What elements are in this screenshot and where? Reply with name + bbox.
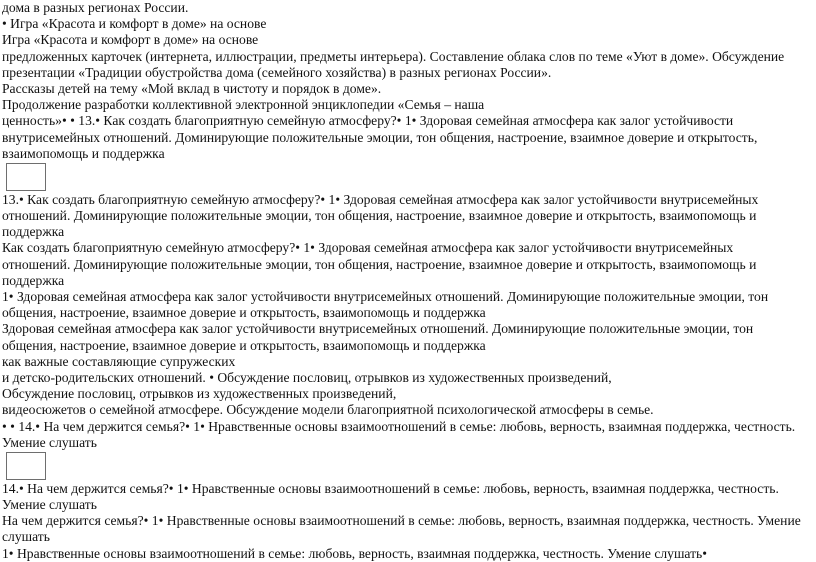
text-line: 1• Здоровая семейная атмосфера как залог устойчивости внутрисемейных отношений. Доминирующие положительные эмоции, тон bbox=[2, 289, 769, 304]
text-line: Игра «Красота и комфорт в доме» на основе bbox=[2, 32, 259, 48]
text-line: 14.• На чем держится семья?• 1• Нравственные основы взаимоотношений в семье: любовь, верность, взаимная поддержка, честность. bbox=[2, 480, 779, 496]
text-line: ценность»• • 13.• Как создать благоприятную семейную атмосферу?• 1• Здоровая семейная атмосфера как залог устойчивости bbox=[2, 113, 734, 129]
text-line: презентации «Традиции обустройства дома (семейного хозяйства) в разных регионах России». bbox=[2, 64, 552, 80]
text-line: отношений. Доминирующие положительные эмоции, тон общения, настроение, взаимное доверие и открытость, взаимопомощь и bbox=[2, 208, 757, 224]
text-line: Обсуждение пословиц, отрывков из художественных произведений, bbox=[2, 386, 397, 402]
text-line: общения, настроение, взаимное доверие и открытость, взаимопомощь и поддержка bbox=[2, 337, 486, 353]
text-block-1 bbox=[2, 0, 814, 162]
text-line: 13.• Как создать благоприятную семейную атмосферу?• 1• Здоровая семейная атмосфера как залог устойчивости внутрисемейных bbox=[2, 191, 759, 207]
text-block-2 bbox=[2, 192, 814, 451]
text-line: Рассказы детей на тему «Мой вклад в чистоту и порядок в доме». bbox=[2, 80, 382, 96]
text-line: Продолжение разработки коллективной электронной энциклопедии «Семья – наша bbox=[2, 97, 485, 113]
text-line: слушать bbox=[2, 529, 50, 545]
text-line: внутрисемейных отношений. Доминирующие положительные эмоции, тон общения, настроение, взаимное доверие и открытость, bbox=[2, 129, 758, 145]
text-line: Как создать благоприятную семейную атмосферу?• 1• Здоровая семейная атмосфера как залог устойчивости внутрисемейных bbox=[2, 240, 734, 256]
text-line: 1• Нравственные основы взаимоотношений в семье: любовь, верность, взаимная поддержка, честность. Умение слушать• bbox=[2, 545, 708, 561]
text-line: • • 14.• На чем держится семья?• 1• Нравственные основы взаимоотношений в семье: любовь, верность, взаимная поддержка, честность. bbox=[2, 418, 796, 434]
text-block-3 bbox=[2, 481, 814, 562]
text-line: Умение слушать bbox=[2, 497, 97, 513]
text-line: взаимопомощь и поддержка bbox=[2, 145, 165, 161]
text-line: как важные составляющие супружеских bbox=[2, 353, 236, 369]
text-line: Умение слушать bbox=[2, 434, 97, 450]
text-line: общения, настроение, взаимное доверие и открытость, взаимопомощь и поддержка bbox=[2, 305, 486, 321]
text-line: поддержка bbox=[2, 272, 65, 288]
text-line: Здоровая семейная атмосфера как залог устойчивости внутрисемейных отношений. Доминирующие положительные эмоции, тон bbox=[2, 321, 754, 337]
text-line: отношений. Доминирующие положительные эмоции, тон общения, настроение, взаимное доверие и открытость, взаимопомощь и bbox=[2, 256, 757, 272]
text-line: и детско-родительских отношений. • Обсуждение пословиц, отрывков из художественных произведений, bbox=[2, 369, 612, 385]
document-body bbox=[2, 0, 814, 562]
embedded-object-placeholder[interactable] bbox=[6, 163, 46, 191]
embedded-object-placeholder[interactable] bbox=[6, 452, 46, 480]
text-line: видеосюжетов о семейной атмосфере. Обсуждение модели благоприятной психологической атмосферы в семье. bbox=[2, 402, 654, 418]
text-line: дома в разных регионах России. bbox=[2, 0, 189, 15]
text-line: • Игра «Красота и комфорт в доме» на основе bbox=[2, 16, 267, 32]
text-line: поддержка bbox=[2, 224, 65, 240]
text-line: На чем держится семья?• 1• Нравственные основы взаимоотношений в семье: любовь, верность, взаимная поддержка, честность. Умение bbox=[2, 513, 801, 529]
text-line: предложенных карточек (интернета, иллюстрации, предметы интерьера). Составление облака слов по теме «Уют в доме». Обсуждение bbox=[2, 48, 785, 64]
